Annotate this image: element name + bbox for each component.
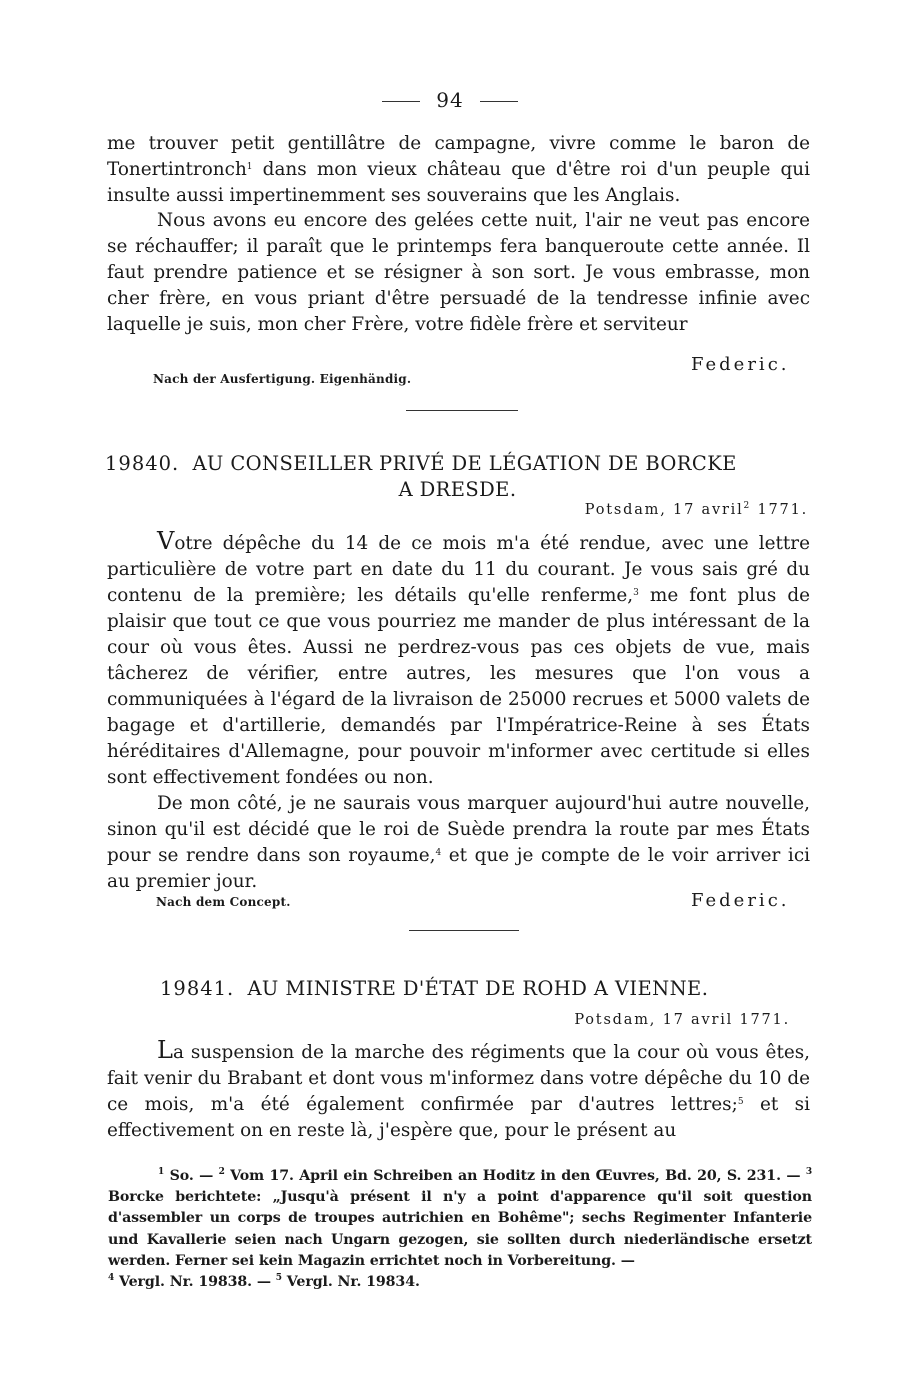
- section-divider-1: [406, 410, 518, 411]
- previous-letter-signature: Federic.: [691, 354, 790, 375]
- letter-19840-text-1b: me font plus de plaisir que tout ce que vous pourriez me mander de plus intéressant de la cour où vous êtes. Aussi ne perdrez-vous pas ces objets de vue, mais tâcherez de vérifier, entre autres, les mesures que l'on vous a communiquées à l'égard de la livraison de 25000 recrues et 5000 valets de bagage et d'artillerie, demandés par l'Impératrice-Reine à ses États héréditaires d'Allemagne, pour pouvoir m'informer avec certitude si elles sont effectivement fondées ou non.: [107, 585, 810, 788]
- letter-19841-paragraph-1: [107, 1037, 810, 1144]
- letter-19841-title: AU MINISTRE D'ÉTAT DE ROHD A VIENNE.: [247, 977, 709, 1000]
- footnote-2-number: 2: [218, 1167, 225, 1177]
- previous-letter-source-note: Nach der Ausfertigung. Eigenhändig.: [153, 372, 412, 386]
- page-number: [0, 88, 900, 112]
- footnote-ref-4: 4: [435, 848, 442, 858]
- letter-19841-text-1a: La suspension de la marche des régiments que la cour où vous êtes, fait venir du Brabant et dont vous m'informez dans votre dépêche du 10 de ce mois, m'a été également confirmée par d'autres lettres;: [107, 1036, 810, 1115]
- page-number-text: 94: [436, 88, 464, 112]
- previous-letter-body: [107, 131, 810, 337]
- letter-19840-text-1a: Votre dépêche du 14 de ce mois m'a été rendue, avec une lettre particulière de votre part en date du 11 du courant. Je vous sais gré du contenu de la première; les détails qu'elle renferme,: [107, 527, 810, 606]
- footnote-2-text: Vom 17. April ein Schreiben an Hoditz in den Œuvres, Bd. 20, S. 231. —: [224, 1168, 806, 1184]
- letter-19841-number: 19841.: [160, 977, 235, 1000]
- footnote-ref-1: 1: [246, 161, 253, 172]
- section-divider-2: [409, 930, 519, 931]
- letter-19841-text-1b: et si effectivement on en reste là, j'espère que, pour le présent au: [107, 1094, 810, 1141]
- letter-19840-signature: Federic.: [691, 890, 790, 911]
- footnote-5-number: 5: [275, 1273, 282, 1284]
- letter-19840-dateline: [585, 502, 808, 518]
- letter-19840-dateline-place: Potsdam, 17 avril: [584, 502, 744, 518]
- footnotes: [108, 1166, 812, 1293]
- previous-letter-text-1a: me trouver petit gentillâtre de campagne, vivre comme le baron de Tonertintronch: [107, 133, 810, 180]
- footnote-4-text: Vergl. Nr. 19838. —: [114, 1274, 276, 1291]
- previous-letter-paragraph-2: Nous avons eu encore des gelées cette nuit, l'air ne veut pas encore se réchauffer; il paraît que le printemps fera banqueroute cette année. Il faut prendre patience et se résigner à son sort. Je vous embrasse, mon cher frère, en vous priant d'être persuadé de la tendresse infinie avec laquelle je suis, mon cher Frère, votre fidèle frère et serviteur: [107, 210, 810, 335]
- page-number-dash-left: [382, 101, 420, 102]
- letter-19840-paragraph-1: [107, 528, 810, 791]
- letter-19841-body: [107, 1037, 810, 1144]
- letter-19840-title-line2: A DRESDE.: [398, 478, 517, 501]
- footnotes-paragraph: [108, 1166, 812, 1293]
- letter-19840-title-line1: AU CONSEILLER PRIVÉ DE LÉGATION DE BORCKE: [192, 452, 737, 475]
- footnote-3-number: 3: [805, 1167, 812, 1177]
- footnote-ref-2: 2: [743, 501, 752, 511]
- letter-19840-body: [107, 528, 810, 895]
- letter-19841-heading: [160, 976, 800, 1002]
- footnote-3-text: Borcke berichtete: „Jusqu'à présent il n'y a point d'apparence qu'il soit question d'assembler un corps de troupes autrichien en Bohême"; sechs Regimenter Infanterie und Kavallerie seien nach Ungarn gezogen, sie sollten durch niederländische ersetzt werden. Ferner sei kein Magazin errichtet noch in Vorbereitung. —: [108, 1189, 812, 1269]
- letter-19840-paragraph-2: [107, 791, 810, 895]
- footnote-1-text: So. —: [164, 1168, 219, 1184]
- footnote-4-number: 4: [108, 1273, 115, 1284]
- letter-19840-heading: [105, 451, 810, 503]
- previous-letter-paragraph-1: [107, 131, 810, 208]
- page-number-dash-right: [480, 101, 518, 102]
- footnote-ref-3: 3: [633, 588, 639, 598]
- letter-19840-source-note: Nach dem Concept.: [156, 895, 291, 909]
- letter-19841-dateline: Potsdam, 17 avril 1771.: [574, 1012, 790, 1028]
- letter-19840-text-2a: De mon côté, je ne saurais vous marquer aujourd'hui autre nouvelle, sinon qu'il est décidé que le roi de Suède prendra la route par mes États pour se rendre dans son royaume,: [107, 793, 810, 866]
- footnote-ref-5: 5: [737, 1097, 744, 1107]
- footnote-5-text: Vergl. Nr. 19834.: [281, 1274, 420, 1291]
- letter-19840-number: 19840.: [105, 452, 180, 475]
- letter-19840-text-2b: et que je compte de le voir arriver ici au premier jour.: [107, 845, 810, 892]
- previous-letter-text-1b: dans mon vieux château que d'être roi d'un peuple qui insulte aussi impertinemment ses souverains que les Anglais.: [107, 158, 810, 206]
- footnote-1-number: 1: [158, 1167, 165, 1177]
- letter-19840-dateline-year: 1771.: [751, 502, 808, 518]
